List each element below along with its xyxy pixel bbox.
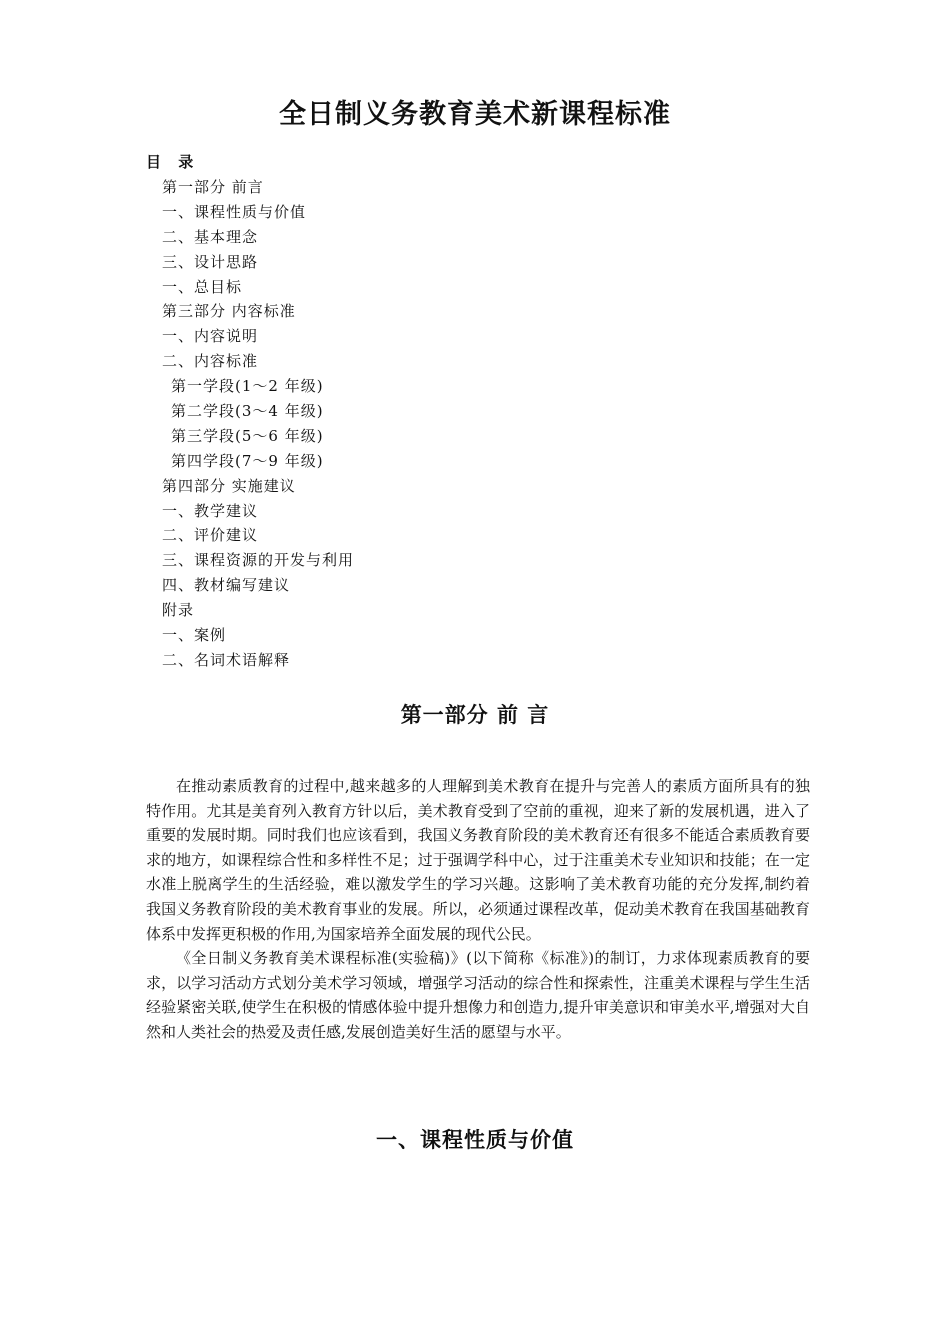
toc-item: 一、教学建议: [162, 501, 259, 520]
toc-item: 二、评价建议: [162, 526, 259, 545]
table-of-contents: [162, 175, 354, 673]
toc-item: 第一学段(1～2 年级): [171, 377, 324, 396]
toc-item: 二、内容标准: [162, 352, 259, 371]
body-paragraph: 在推动素质教育的过程中,越来越多的人理解到美术教育在提升与完善人的素质方面所具有的独特作用。尤其是美育列入教育方针以后，美术教育受到了空前的重视，迎来了新的发展机遇，进入了重要的发展时期。同时我们也应该看到，我国义务教育阶段的美术教育还有很多不能适合素质教育要求的地方，如课程综合性和多样性不足；过于强调学科中心，过于注重美术专业知识和技能；在一定水准上脱离学生的生活经验，难以激发学生的学习兴趣。这影响了美术教育功能的充分发挥,制约着我国义务教育阶段的美术教育事业的发展。所以，必须通过课程改革，促动美术教育在我国基础教育体系中发挥更积极的作用,为国家培养全面发展的现代公民。: [146, 777, 810, 943]
toc-item: 三、课程资源的开发与利用: [162, 551, 355, 570]
toc-item: 第三部分 内容标准: [162, 302, 296, 321]
toc-item: 四、教材编写建议: [162, 576, 291, 595]
toc-item: 一、内容说明: [162, 327, 259, 346]
toc-item: 一、案例: [162, 626, 227, 645]
subsection-title: 一、课程性质与价值: [376, 1127, 574, 1152]
toc-item: 二、名词术语解释: [162, 650, 291, 669]
toc-heading: 目 录: [146, 153, 200, 171]
section-body: [146, 774, 810, 1045]
document-title: 全日制义务教育美术新课程标准: [279, 99, 671, 130]
toc-item: 附录: [162, 601, 195, 620]
section-title: 第一部分 前 言: [400, 702, 550, 727]
toc-item: 一、总目标: [162, 277, 243, 296]
toc-item: 三、设计思路: [162, 252, 259, 271]
toc-item: 第一部分 前言: [162, 178, 264, 196]
toc-item: 第四部分 实施建议: [162, 476, 296, 495]
toc-item: 二、基本理念: [162, 227, 259, 246]
toc-item: 第二学段(3～4 年级): [171, 402, 324, 421]
toc-item: 第三学段(5～6 年级): [171, 426, 324, 445]
toc-item: 第四学段(7～9 年级): [171, 451, 324, 470]
toc-item: 一、课程性质与价值: [162, 202, 307, 221]
body-paragraph: 《全日制义务教育美术课程标准(实验稿)》(以下简称《标准》)的制订，力求体现素质教育的要求，以学习活动方式划分美术学习领域，增强学习活动的综合性和探索性，注重美术课程与学生生活经验紧密关联,使学生在积极的情感体验中提升想像力和创造力,提升审美意识和审美水平,增强对大自然和人类社会的热爱及责任感,发展创造美好生活的愿望与水平。: [146, 949, 810, 1041]
